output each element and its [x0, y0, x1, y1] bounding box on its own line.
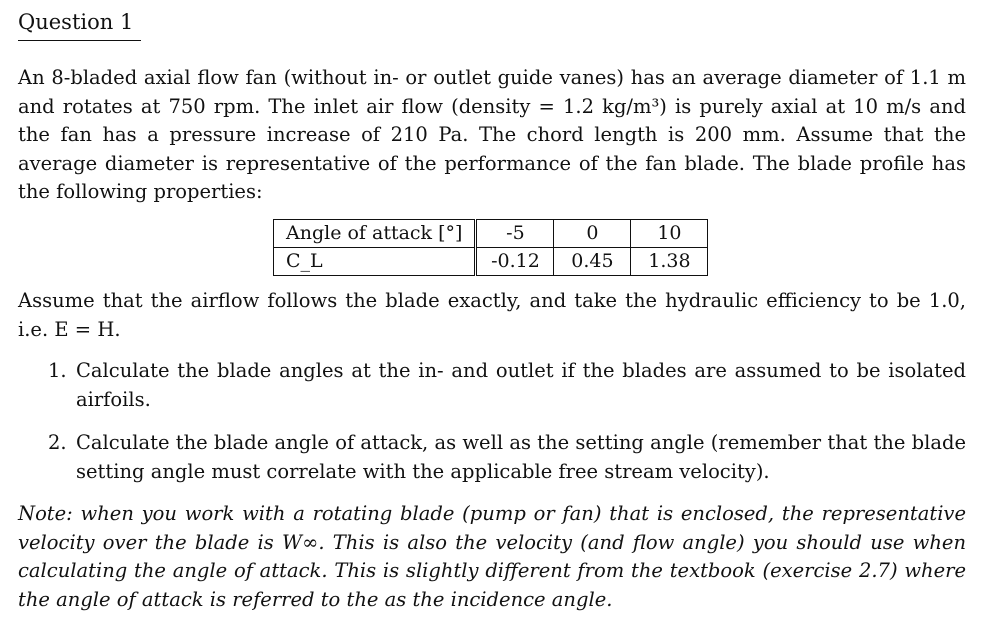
list-item: [44, 357, 966, 414]
note-paragraph: Note: when you work with a rotating blade (pump or fan) that is enclosed, the representative velocity over the blade is W∞. This is also the velocity (and flow angle) you should use when calculating the angle of attack. This is slightly different from the textbook (exercise 2.7) where the angle of attack is referred to the as the incidence angle.: [18, 502, 966, 611]
question-heading: Question 1: [18, 10, 141, 41]
cl-cell-2: 0.45: [554, 248, 631, 276]
row-label-angle-of-attack: Angle of attack [°]: [274, 220, 476, 248]
assumption-statement: Assume that the airflow follows the blade exactly, and take the hydraulic efficiency to be 1.0, i.e. E = H.: [18, 289, 966, 341]
angle-cell-2: 0: [554, 220, 631, 248]
angle-cell-3: 10: [631, 220, 708, 248]
task-number: 1.: [48, 359, 67, 382]
task-number: 2.: [48, 431, 67, 454]
task-list: [44, 357, 966, 501]
list-item: [44, 429, 966, 486]
problem-statement: An 8-bladed axial flow fan (without in- or outlet guide vanes) has an average diameter of 1.1 m and rotates at 750 rpm. The inlet air flow (density = 1.2 kg/m³) is purely axial at 10 m/s and the fan has a pressure increase of 210 Pa. The chord length is 200 mm. Assume that the average diameter is representative of the performance of the fan blade. The blade profile has the following properties:: [18, 66, 966, 203]
cl-cell-3: 1.38: [631, 248, 708, 276]
task-text: Calculate the blade angle of attack, as well as the setting angle (remember that the blade setting angle must correlate with the applicable free stream velocity).: [76, 431, 966, 483]
angle-cell-1: -5: [476, 220, 554, 248]
table-row-angle: [274, 220, 708, 248]
cl-cell-1: -0.12: [476, 248, 554, 276]
table-row-cl: [274, 248, 708, 276]
blade-profile-table: [273, 219, 708, 276]
task-text: Calculate the blade angles at the in- and outlet if the blades are assumed to be isolated airfoils.: [76, 359, 966, 411]
row-label-cl: C_L: [274, 248, 476, 276]
